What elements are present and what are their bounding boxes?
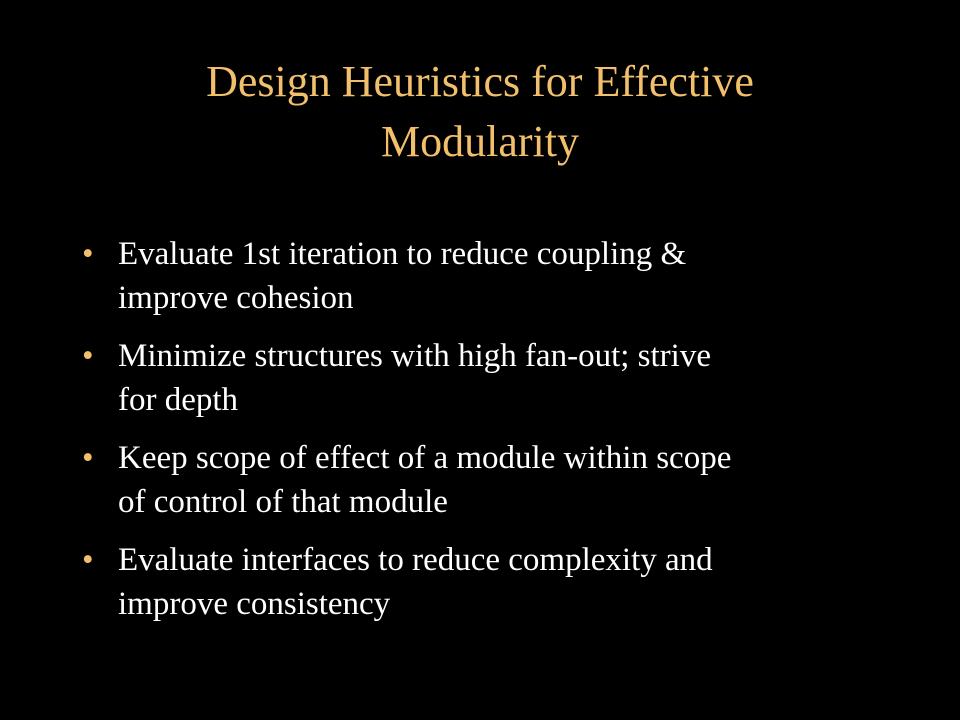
slide-title-line-1: Design Heuristics for Effective bbox=[206, 57, 754, 106]
bullet-line: of control of that module bbox=[118, 484, 448, 520]
bullet-line: for depth bbox=[118, 382, 239, 418]
bullet-item bbox=[82, 436, 922, 524]
bullet-text bbox=[118, 436, 922, 524]
bullet-list bbox=[82, 232, 922, 640]
slide-title-line-2: Modularity bbox=[381, 117, 579, 166]
bullet-marker: • bbox=[82, 236, 94, 272]
bullet-line: Evaluate 1st iteration to reduce coupling & bbox=[118, 236, 687, 272]
bullet-line: Evaluate interfaces to reduce complexity and bbox=[118, 542, 713, 578]
bullet-line: Minimize structures with high fan-out; strive bbox=[118, 338, 711, 374]
bullet-text bbox=[118, 334, 922, 422]
bullet-marker: • bbox=[82, 542, 94, 578]
bullet-text bbox=[118, 232, 922, 320]
slide-title bbox=[60, 52, 900, 172]
bullet-line: improve cohesion bbox=[118, 280, 354, 316]
bullet-item bbox=[82, 538, 922, 626]
bullet-marker: • bbox=[82, 440, 94, 476]
bullet-line: Keep scope of effect of a module within scope bbox=[118, 440, 732, 476]
bullet-marker: • bbox=[82, 338, 94, 374]
bullet-text bbox=[118, 538, 922, 626]
bullet-item bbox=[82, 232, 922, 320]
bullet-line: improve consistency bbox=[118, 586, 391, 622]
bullet-item bbox=[82, 334, 922, 422]
